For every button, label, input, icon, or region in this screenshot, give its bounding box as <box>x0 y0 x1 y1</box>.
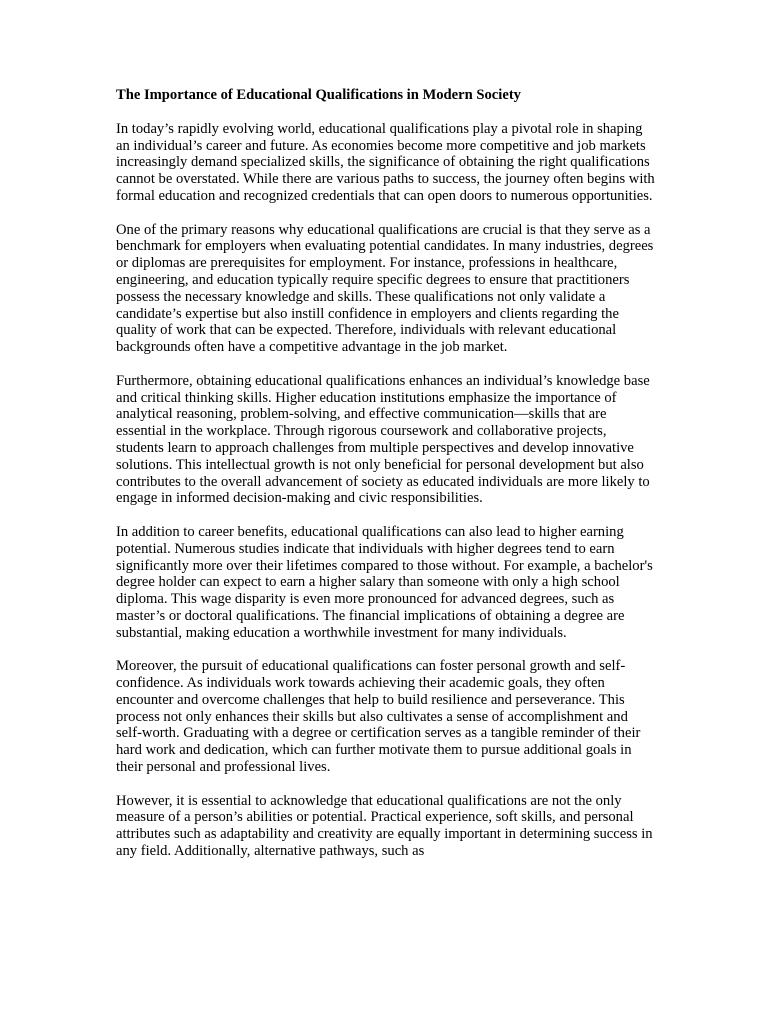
paragraph-6: However, it is essential to acknowledge that educational qualifications are not the only measure of a person’s abilities or potential. Practical experience, soft skills, and personal attributes such as adaptability and creativity are equally important in determining success in any field. Additionally, alternative pathways, such as <box>116 792 653 860</box>
paragraph-1: In today’s rapidly evolving world, educational qualifications play a pivotal role in shaping an individual’s career and future. As economies become more competitive and job markets increasingly demand specialized skills, the significance of obtaining the right qualifications cannot be overstated. While there are various paths to success, the journey often begins with formal education and recognized credentials that can open doors to numerous opportunities. <box>116 120 655 204</box>
paragraph-2: One of the primary reasons why educational qualifications are crucial is that they serve as a benchmark for employers when evaluating potential candidates. In many industries, degrees or diplomas are prerequisites for employment. For instance, professions in healthcare, engineering, and education typically require specific degrees to ensure that practitioners possess the necessary knowledge and skills. These qualifications not only validate a candidate’s expertise but also instill confidence in employers and clients regarding the quality of work that can be expected. Therefore, individuals with relevant educational backgrounds often have a competitive advantage in the job market. <box>116 221 654 356</box>
paragraph-5: Moreover, the pursuit of educational qualifications can foster personal growth and self-confidence. As individuals work towards achieving their academic goals, they often encounter and overcome challenges that help to build resilience and perseverance. This process not only enhances their skills but also cultivates a sense of accomplishment and self-worth. Graduating with a degree or certification serves as a tangible reminder of their hard work and dedication, which can further motivate them to pursue additional goals in their personal and professional lives. <box>116 658 641 776</box>
paragraph-4: In addition to career benefits, educational qualifications can also lead to higher earning potential. Numerous studies indicate that individuals with higher degrees tend to earn significantly more over their lifetimes compared to those without. For example, a bachelor's degree holder can expect to earn a higher salary than someone with only a high school diploma. This wage disparity is even more pronounced for advanced degrees, such as master’s or doctoral qualifications. The financial implications of obtaining a degree are substantial, making education a worthwhile investment for many individuals. <box>116 523 653 641</box>
paragraph-3: Furthermore, obtaining educational qualifications enhances an individual’s knowledge base and critical thinking skills. Higher education institutions emphasize the importance of analytical reasoning, problem-solving, and effective communication—skills that are essential in the workplace. Through rigorous coursework and collaborative projects, students learn to approach challenges from multiple perspectives and develop innovative solutions. This intellectual growth is not only beneficial for personal development but also contributes to the overall advancement of society as educated individuals are more likely to engage in informed decision-making and civic responsibilities. <box>116 372 650 507</box>
document-page <box>116 87 656 877</box>
document-title: The Importance of Educational Qualifications in Modern Society <box>116 87 521 103</box>
